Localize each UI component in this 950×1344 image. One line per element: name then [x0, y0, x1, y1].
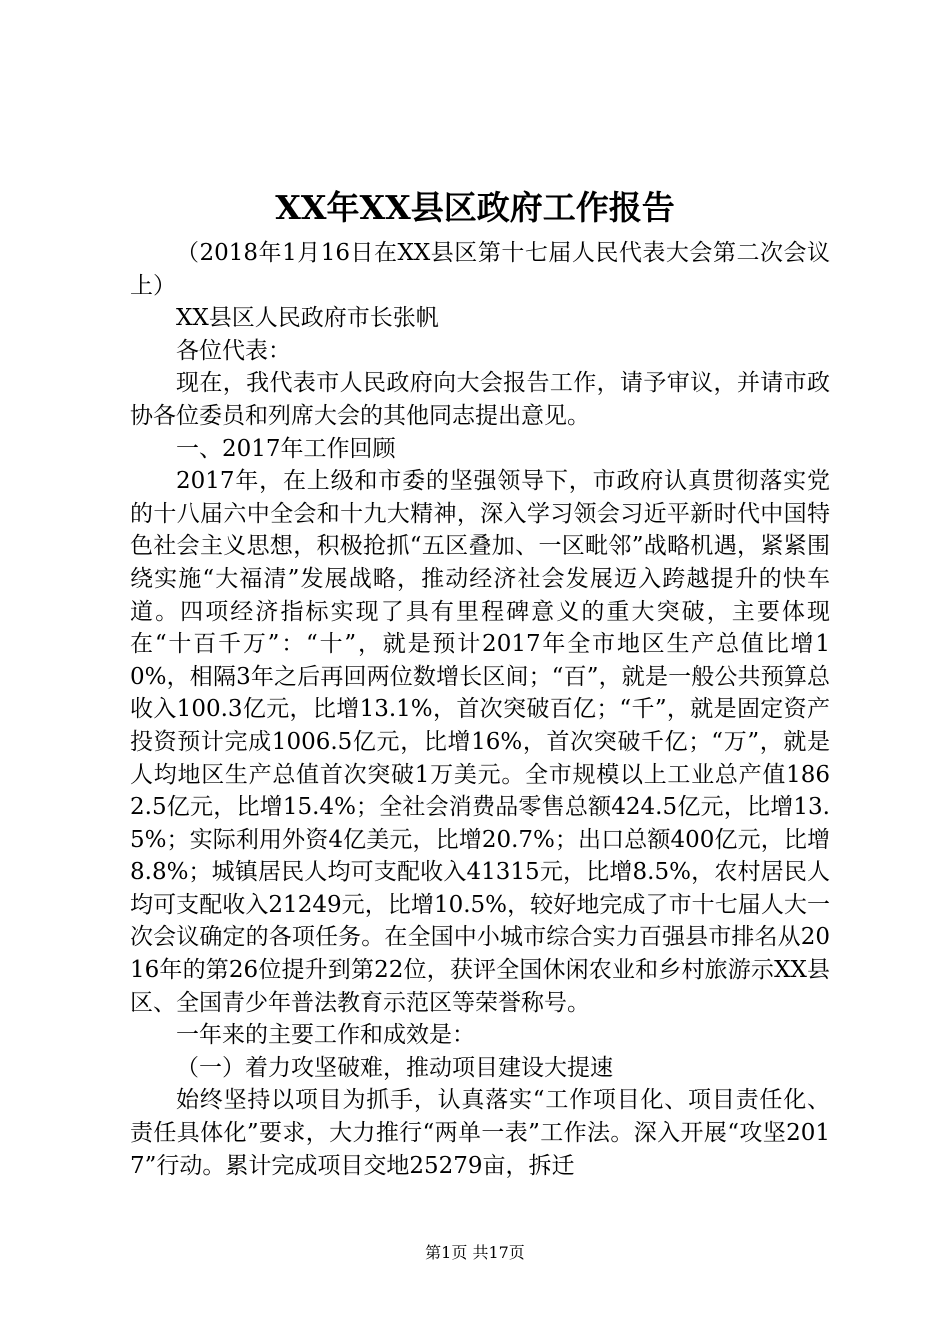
page-footer: 第1页 共17页: [425, 1243, 525, 1262]
intro-paragraph: 现在，我代表市人民政府向大会报告工作，请予审议，并请市政协各位委员和列席大会的其他同志提出意见。: [130, 370, 830, 429]
achievements-intro: 一年来的主要工作和成效是：: [176, 1022, 475, 1049]
author-line: XX县区人民政府市长张帆: [176, 305, 439, 332]
salutation: 各位代表：: [176, 337, 291, 364]
document-title: XX年XX县区政府工作报告: [275, 188, 675, 227]
section-heading-review: 一、2017年工作回顾: [176, 435, 396, 462]
review-paragraph: 2017年，在上级和市委的坚强领导下，市政府认真贯彻落实党的十八届六中全会和十九大精神，深入学习领会习近平新时代中国特色社会主义思想，积极抢抓“五区叠加、一区毗邻”战略机遇，紧紧围绕实施“大福清”发展战略，推动经济社会发展迈入跨越提升的快车道。四项经济指标实现了具有里程碑意义的重大突破，主要体现在“十百千万”：“十”，就是预计2017年全市地区生产总值比增10%，相隔3年之后再回两位数增长区间；“百”，就是一般公共预算总收入100.3亿元，比增13.1%，首次突破百亿；“千”，就是固定资产投资预计完成1006.5亿元，比增16%，首次突破千亿；“万”，就是人均地区生产总值首次突破1万美元。全市规模以上工业总产值1862.5亿元，比增15.4%；全社会消费品零售总额424.5亿元，比增13.5%；实际利用外资4亿美元，比增20.7%；出口总额400亿元，比增8.8%；城镇居民人均可支配收入41315元，比增8.5%，农村居民人均可支配收入21249元，比增10.5%，较好地完成了市十七届人大一次会议确定的各项任务。在全国中小城市综合实力百强县市排名从2016年的第26位提升到第22位，获评全国休闲农业和乡村旅游示XX县区、全国青少年普法教育示范区等荣誉称号。: [130, 468, 830, 1016]
subsection-heading-projects: （一）着力攻坚破难，推动项目建设大提速: [176, 1054, 613, 1081]
meeting-subtitle: （2018年1月16日在XX县区第十七届人民代表大会第二次会议上）: [130, 240, 830, 299]
projects-paragraph: 始终坚持以项目为抓手，认真落实“工作项目化、项目责任化、责任具体化”要求，大力推行“两单一表”工作法。深入开展“攻坚2017”行动。累计完成项目交地25279亩，拆迁: [130, 1087, 830, 1179]
document-body: [130, 237, 830, 1182]
